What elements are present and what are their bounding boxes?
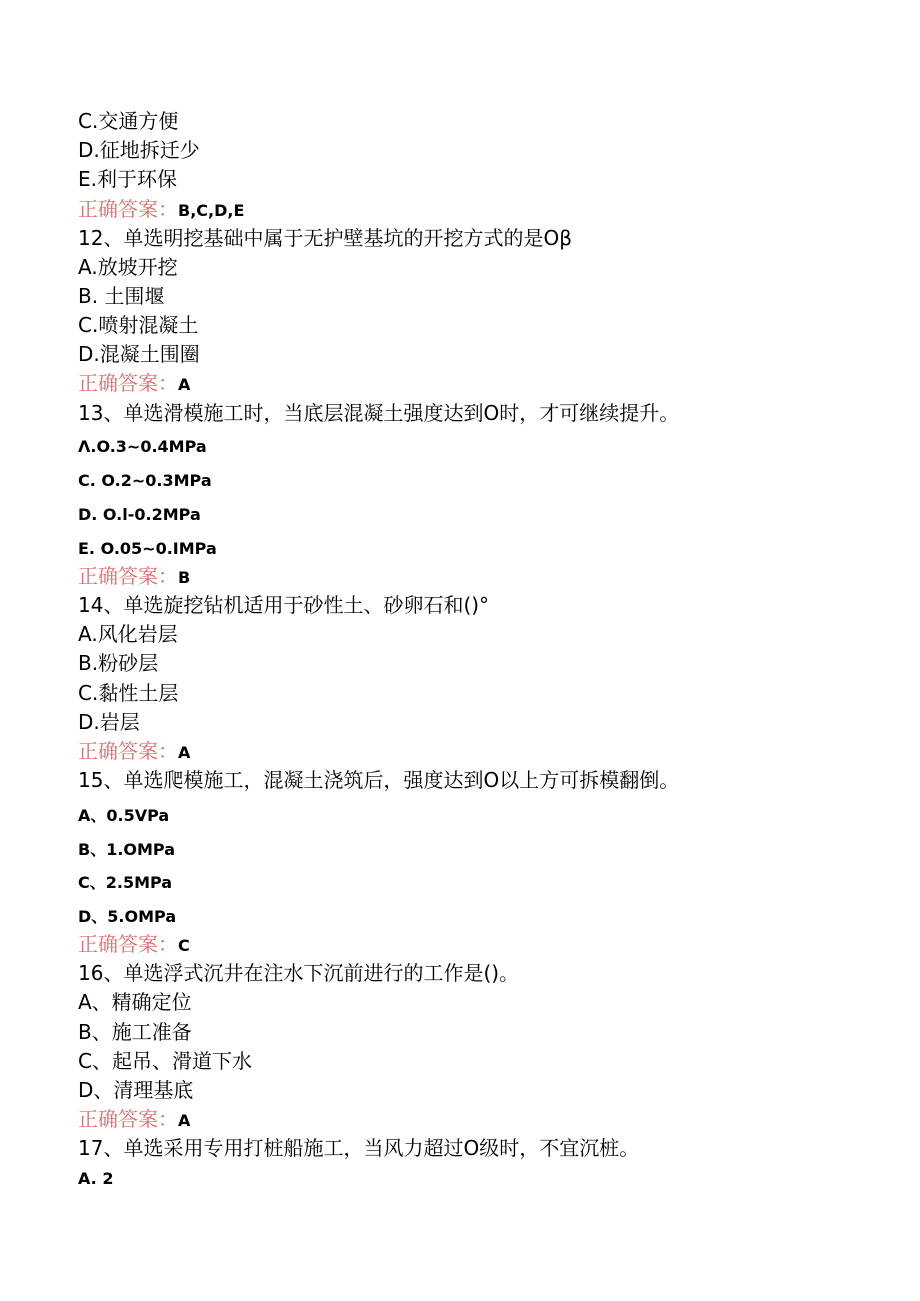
option-line: D.岩层 [78, 710, 140, 734]
answer-line [78, 738, 190, 766]
option-line: A、精确定位 [78, 990, 192, 1014]
answer-line [78, 563, 190, 591]
option-line: C.黏性土层 [78, 681, 179, 705]
question-line: 14、单选旋挖钻机适用于砂性土、砂卵石和()° [78, 593, 490, 617]
option-line: E. O.05~0.IMPa [78, 539, 217, 558]
option-line: D. O.l-0.2MPa [78, 505, 201, 524]
answer-value: C [178, 936, 190, 955]
option-line: A.风化岩层 [78, 622, 178, 646]
option-line: A.放坡开挖 [78, 255, 178, 279]
answer-label: 正确答案： [78, 932, 178, 956]
option-line: B. 土围堰 [78, 284, 165, 308]
option-line: A、0.5VPa [78, 806, 170, 825]
option-line: C.交通方便 [78, 109, 179, 133]
answer-line [78, 370, 190, 398]
answer-label: 正确答案： [78, 564, 178, 588]
option-line: Λ.O.3~0.4MPa [78, 437, 207, 456]
answer-value: A [178, 743, 191, 762]
answer-value: B,C,D,E [178, 201, 245, 220]
option-line: D、5.OMPa [78, 907, 177, 926]
answer-label: 正确答案： [78, 739, 178, 763]
answer-line [78, 196, 244, 224]
answer-line [78, 1106, 190, 1134]
option-line: A. 2 [78, 1169, 114, 1188]
option-line: C、起吊、滑道下水 [78, 1049, 252, 1073]
option-line: B、1.OMPa [78, 840, 176, 859]
question-line: 13、单选滑模施工时，当底层混凝土强度达到O时，才可继续提升。 [78, 401, 680, 425]
question-line: 16、单选浮式沉井在注水下沉前进行的工作是()。 [78, 961, 520, 985]
question-line: 17、单选采用专用打桩船施工，当风力超过O级时，不宜沉桩。 [78, 1136, 640, 1160]
option-line: C. O.2~0.3MPa [78, 471, 212, 490]
answer-label: 正确答案： [78, 197, 178, 221]
question-line: 12、单选明挖基础中属于无护壁基坑的开挖方式的是Oβ [78, 226, 572, 250]
option-line: D.混凝土围圈 [78, 342, 200, 366]
option-line: C.喷射混凝土 [78, 313, 199, 337]
answer-value: A [178, 375, 191, 394]
question-line: 15、单选爬模施工，混凝土浇筑后，强度达到O以上方可拆模翻倒。 [78, 768, 680, 792]
option-line: D、清理基底 [78, 1078, 194, 1102]
option-line: E.利于环保 [78, 167, 177, 191]
answer-label: 正确答案： [78, 1107, 178, 1131]
answer-label: 正确答案： [78, 371, 178, 395]
answer-value: B [178, 568, 191, 587]
option-line: B、施工准备 [78, 1020, 192, 1044]
option-line: D.征地拆迁少 [78, 138, 200, 162]
answer-value: A [178, 1111, 191, 1130]
option-line: C、2.5MPa [78, 873, 173, 892]
option-line: B.粉砂层 [78, 651, 159, 675]
answer-line [78, 931, 190, 959]
